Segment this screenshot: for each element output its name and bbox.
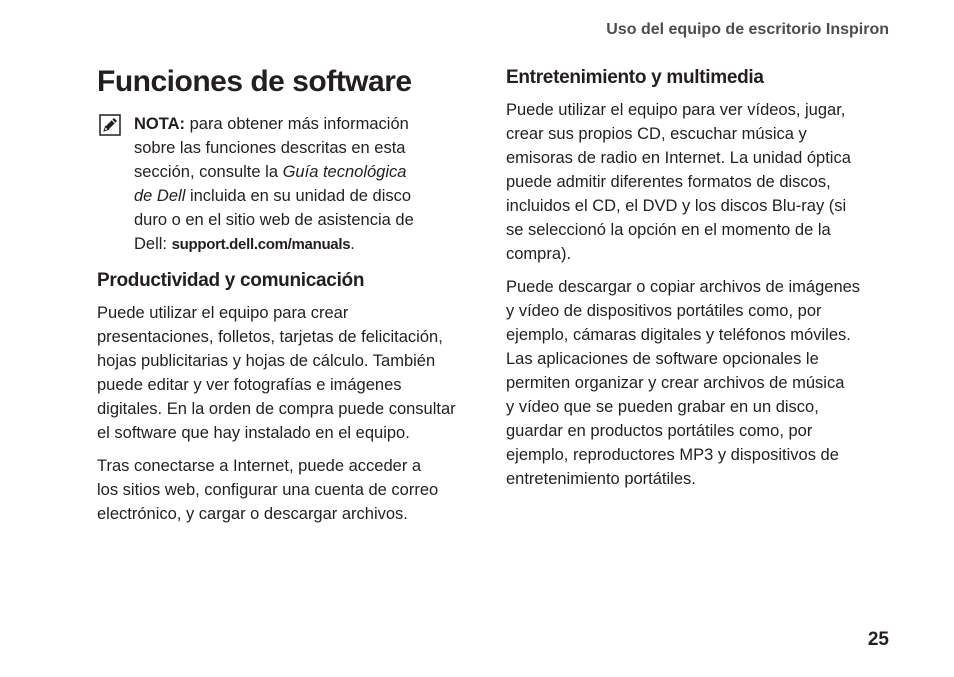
productivity-heading: Productividad y comunicación (97, 270, 365, 291)
guide-title: Guía tecnológica de Dell (134, 163, 407, 205)
pencil-note-icon (99, 114, 121, 136)
note-text-b: incluida en su unidad de disco duro o en el sitio web de asistencia de Dell: (134, 187, 414, 253)
media-paragraph: Puede descargar o copiar archivos de imágenes y vídeo de dispositivos portátiles como, por ejemplo, cámaras digitales y teléfonos móviles. Las aplicaciones de software opcionales le permiten organizar y crear archivos de música y vídeo que se pueden grabar en un disco, guardar en productos portátiles como, por ejemplo, reproductores MP3 y dispositivos de entretenimiento portátiles. (506, 278, 861, 488)
note-text (134, 112, 482, 257)
note-end: . (350, 235, 355, 253)
page-title: Funciones de software (97, 65, 412, 98)
note-label: NOTA: (134, 115, 186, 133)
support-link[interactable]: support.dell.com/manuals (171, 236, 351, 253)
entertainment-paragraph: Puede utilizar el equipo para ver vídeos, jugar, crear sus propios CD, escuchar música y emisoras de radio en Internet. La unidad óptica puede admitir diferentes formatos de discos, incluidos el CD, el DVD y los discos Blu-ray (si se seleccionó la opción en el momento de la compra). (506, 101, 851, 263)
page-number: 25 (867, 629, 889, 650)
right-column (506, 62, 896, 500)
left-column (97, 62, 482, 535)
internet-paragraph: Tras conectarse a Internet, puede acceder a los sitios web, configurar una cuenta de correo electrónico, y cargar o descargar archivos. (97, 457, 439, 523)
productivity-paragraph: Puede utilizar el equipo para crear presentaciones, folletos, tarjetas de felicitación, hojas publicitarias y hojas de cálculo. También puede editar y ver fotografías e imágenes digitales. En la orden de compra puede consultar el software que hay instalado en el equipo. (97, 304, 456, 442)
running-header: Uso del equipo de escritorio Inspiron (606, 21, 889, 38)
note-text-a: para obtener más información sobre las funciones descritas en esta sección, consulte la (134, 115, 409, 181)
entertainment-heading: Entretenimiento y multimedia (506, 67, 764, 88)
note-box (97, 112, 482, 257)
